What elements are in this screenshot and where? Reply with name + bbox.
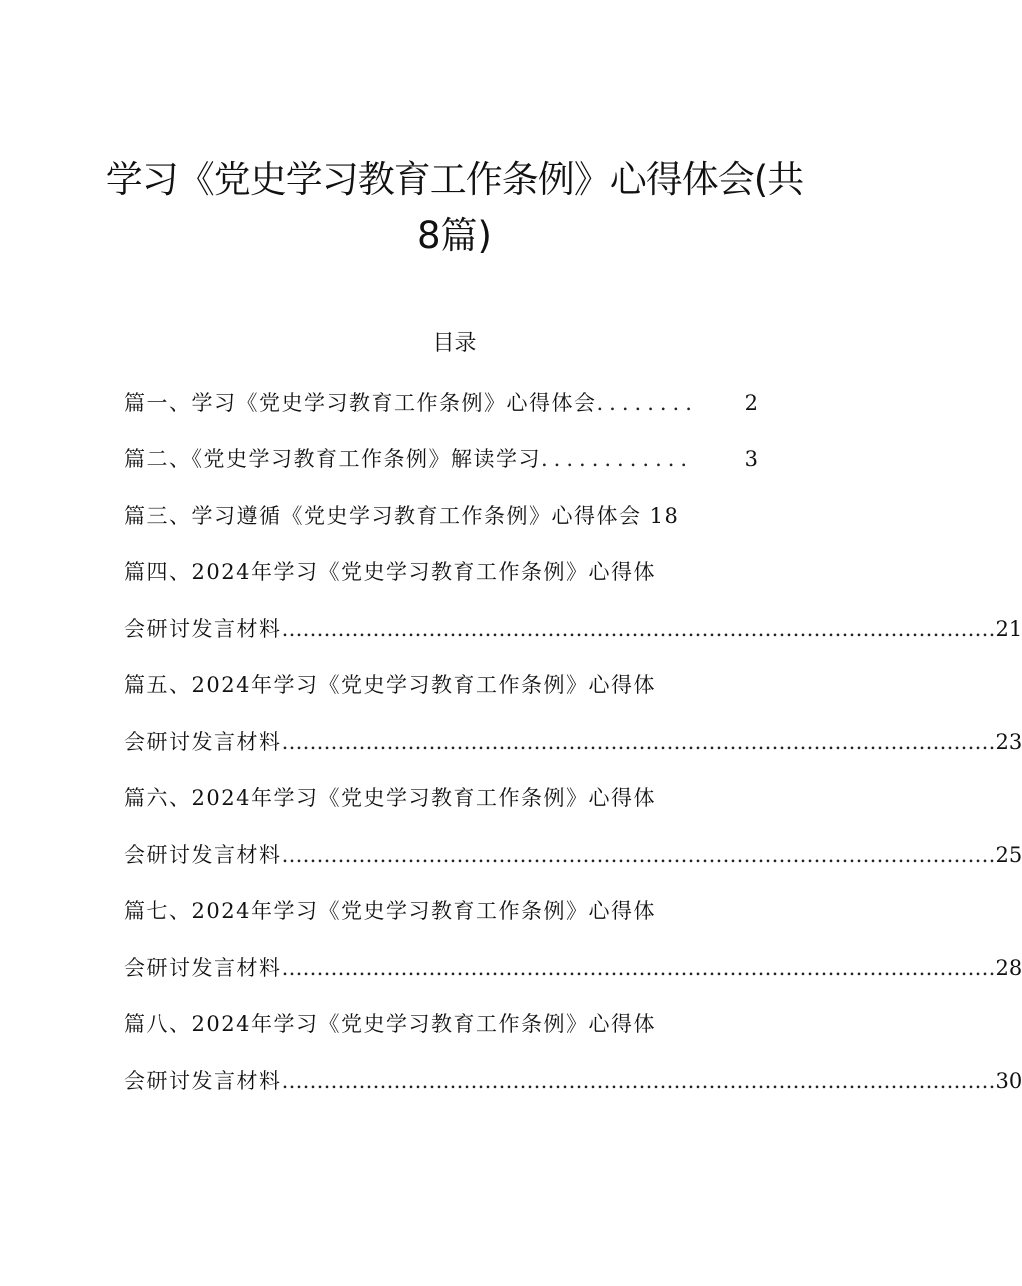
toc-entry-4-line-1[interactable] xyxy=(124,558,656,586)
toc-entry-4-line-2[interactable] xyxy=(124,615,1022,643)
toc-entry-6-line-2[interactable] xyxy=(124,841,1022,869)
toc-leader-dots: ………………………………………………………………………………………… xyxy=(281,730,996,754)
toc-entry-text: 篇六、2024年学习《党史学习教育工作条例》心得体 xyxy=(124,786,656,810)
toc-entry-7-line-2[interactable] xyxy=(124,954,1022,982)
document-title-line-2: 8篇) xyxy=(417,214,492,257)
toc-entry-5-line-2[interactable] xyxy=(124,728,1022,756)
toc-page-number: 23 xyxy=(995,730,1022,754)
toc-entry-8-line-1[interactable] xyxy=(124,1010,656,1038)
toc-entry-1[interactable] xyxy=(124,389,758,417)
toc-entry-text: 会研讨发言材料 xyxy=(124,956,282,980)
toc-entry-text: 篇八、2024年学习《党史学习教育工作条例》心得体 xyxy=(124,1012,656,1036)
toc-page-number: 3 xyxy=(744,447,758,471)
toc-page-number: 2 xyxy=(744,391,758,415)
toc-page-number: 28 xyxy=(995,956,1022,980)
toc-page-number: 30 xyxy=(995,1069,1022,1093)
document-title-line-1: 学习《党史学习教育工作条例》心得体会(共 xyxy=(105,158,804,201)
toc-leader-dots: ………………………………………………………………………………………… xyxy=(281,617,996,641)
toc-leader-dots: ………………………………………………………………………………………… xyxy=(281,843,996,867)
toc-entry-text: 篇三、学习遵循《党史学习教育工作条例》心得体会 18 xyxy=(124,504,680,528)
toc-heading: 目录 xyxy=(432,331,477,356)
toc-page-number: 25 xyxy=(995,843,1022,867)
toc-entry-7-line-1[interactable] xyxy=(124,897,656,925)
toc-entry-5-line-1[interactable] xyxy=(124,671,656,699)
toc-entry-6-line-1[interactable] xyxy=(124,784,656,812)
toc-entry-text: 篇一、学习《党史学习教育工作条例》心得体会 xyxy=(124,391,597,415)
toc-page-number: 21 xyxy=(995,617,1022,641)
toc-entry-text: 会研讨发言材料 xyxy=(124,1069,282,1093)
toc-entry-text: 会研讨发言材料 xyxy=(124,617,282,641)
toc-entry-2[interactable] xyxy=(124,445,758,473)
toc-entry-text: 篇四、2024年学习《党史学习教育工作条例》心得体 xyxy=(124,560,656,584)
toc-entry-3[interactable] xyxy=(124,502,679,530)
toc-entry-text: 会研讨发言材料 xyxy=(124,843,282,867)
toc-entry-text: 篇七、2024年学习《党史学习教育工作条例》心得体 xyxy=(124,899,656,923)
toc-entry-8-line-2[interactable] xyxy=(124,1067,1022,1095)
toc-entry-text: 篇五、2024年学习《党史学习教育工作条例》心得体 xyxy=(124,673,656,697)
toc-leader-dots: ………………………………………………………………………………………… xyxy=(281,956,996,980)
toc-entry-text: 篇二、《党史学习教育工作条例》解读学习 xyxy=(124,447,541,471)
toc-leader-dots: ............ xyxy=(541,447,694,471)
toc-leader-dots: ........ xyxy=(596,391,698,415)
toc-entry-text: 会研讨发言材料 xyxy=(124,730,282,754)
toc-leader-dots: ………………………………………………………………………………………… xyxy=(281,1069,996,1093)
